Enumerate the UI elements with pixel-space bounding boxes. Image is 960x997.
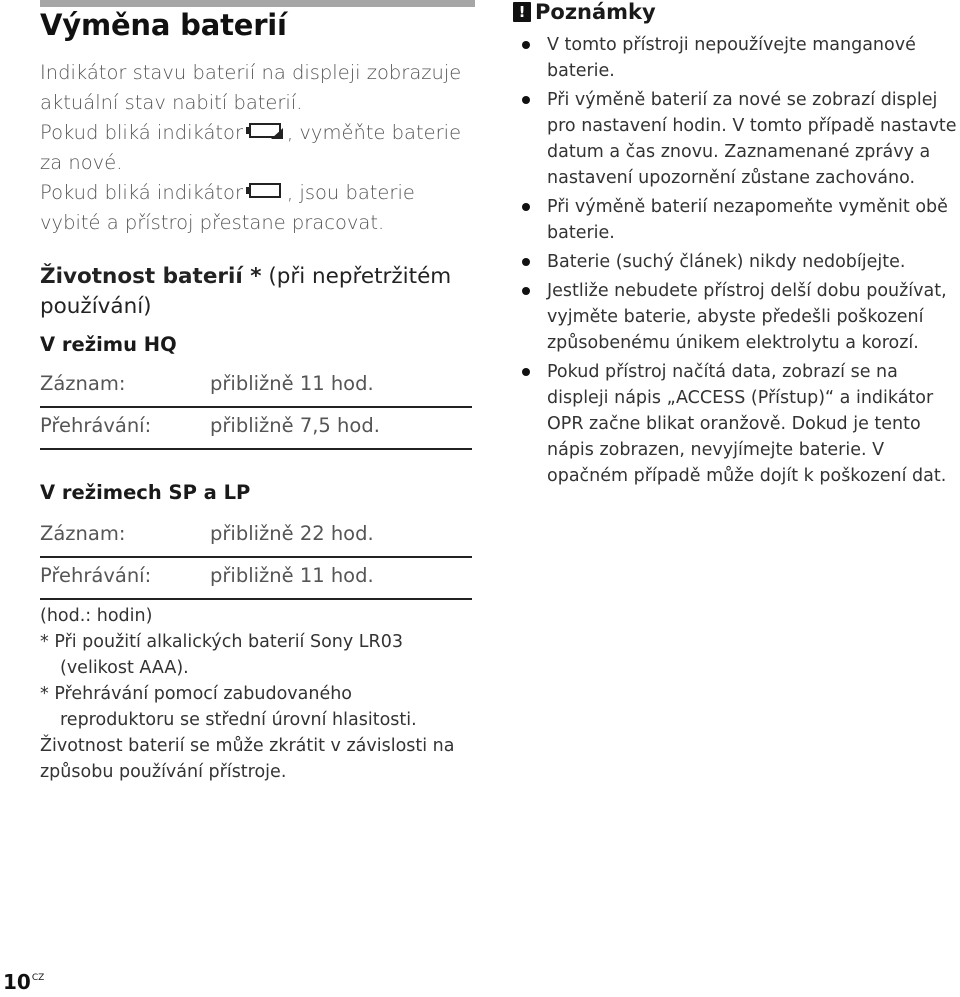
table-row	[40, 558, 472, 600]
closing-note: Životnost baterií se může zkrátit v závislosti na způsobu používání přístroje.	[40, 736, 455, 782]
note-icon: !	[513, 2, 531, 22]
table-row	[40, 408, 472, 450]
row-value: přibližně 22 hod.	[210, 522, 374, 545]
notes-list	[520, 32, 960, 492]
list-item: Baterie (suchý článek) nikdy nedobíjejte.	[520, 249, 960, 275]
row-label: Přehrávání:	[40, 414, 152, 437]
row-value: přibližně 11 hod.	[210, 564, 374, 587]
row-label: Záznam:	[40, 372, 126, 395]
top-rule	[40, 0, 475, 7]
footnote-2-cont: reproduktoru se střední úrovní hlasitosti.	[60, 710, 417, 730]
intro-line-1: Indikátor stavu baterií na displeji zobrazuje aktuální stav nabití baterií.	[40, 61, 462, 114]
list-item: Jestliže nebudete přístroj delší dobu používat, vyjměte baterie, abyste předešli poškození způsobenému únikem elektrolytu a korozí.	[520, 278, 960, 356]
row-value: přibližně 7,5 hod.	[210, 414, 380, 437]
page-lang: CZ	[31, 973, 45, 983]
row-label: Přehrávání:	[40, 564, 152, 587]
page-number: $10^{CZ}$	[3, 970, 45, 994]
footnotes	[40, 603, 480, 785]
battery-life-heading: Životnost baterií * (při nepřetržitém používání)	[40, 264, 452, 319]
footnote-2: * Přehrávání pomocí zabudovaného	[40, 684, 353, 704]
list-item: Při výměně baterií nezapomeňte vyměnit obě baterie.	[520, 194, 960, 246]
row-label: Záznam:	[40, 522, 126, 545]
battery-empty-icon	[246, 182, 286, 201]
unit-note: (hod.: hodin)	[40, 606, 153, 626]
notes-heading-label: Poznámky	[535, 0, 656, 24]
battery-low-icon	[246, 122, 286, 141]
intro-line-3: Pokud bliká indikátor , jsou baterie vybité a přístroj přestane pracovat.	[40, 181, 415, 234]
footnote-1: * Při použití alkalických baterií Sony LR03	[40, 632, 403, 652]
intro-text	[40, 58, 480, 238]
mode-splp-heading: V režimech SP a LP	[40, 481, 251, 504]
table-row	[40, 366, 472, 408]
list-item: V tomto přístroji nepoužívejte manganové baterie.	[520, 32, 960, 84]
table-row	[40, 516, 472, 558]
row-value: přibližně 11 hod.	[210, 372, 374, 395]
footnote-1-cont: (velikost AAA).	[60, 658, 189, 678]
notes-heading	[513, 0, 656, 24]
intro-line-2: Pokud bliká indikátor , vyměňte baterie za nové.	[40, 121, 462, 174]
list-item: Při výměně baterií za nové se zobrazí displej pro nastavení hodin. V tomto případě nastavte datum a čas znovu. Zaznamenané zprávy a nastavení upozornění zůstane zachováno.	[520, 87, 960, 191]
list-item: Pokud přístroj načítá data, zobrazí se na displeji nápis „ACCESS (Přístup)“ a indikátor OPR začne blikat oranžově. Dokud je tento nápis zobrazen, nevyjímejte baterie. V opačném případě může dojít k poškození dat.	[520, 359, 960, 489]
page-title: Výměna baterií	[40, 8, 287, 42]
mode-hq-heading: V režimu HQ	[40, 333, 177, 356]
